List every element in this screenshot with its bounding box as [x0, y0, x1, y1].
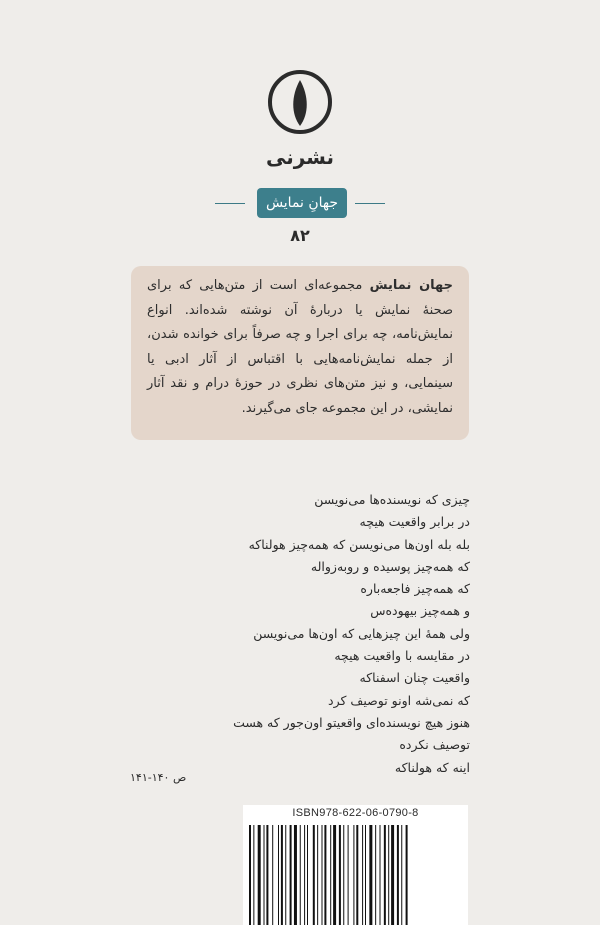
excerpt-line: که همه‌چیز پوسیده و روبه‌زواله [310, 558, 470, 574]
excerpt-line: هنوز هیچ نویسنده‌ای واقعیتو اون‌جور که هست [233, 714, 470, 730]
excerpt-line: اینه که هولناکه [394, 759, 470, 775]
excerpt-line: بله بله اون‌ها می‌نویسن که همه‌چیز هولناکه [248, 536, 470, 552]
description-body: مجموعه‌ای است از متن‌هایی که برای صحنهٔ نمایش یا دربارهٔ آن نوشته شده‌اند. انواع نمایش‌نامه، چه برای اجرا و چه صرفاً برای خوانده شدن، از جمله نمایش‌نامه‌هایی با اقتباس از آثار ادبی یا سینمایی، و نیز متن‌های نظری در حوزهٔ درام و نقد آثار نمایشی، در این مجموعه جای می‌گیرند. [147, 278, 453, 416]
excerpt-line: در مقایسه با واقعیت هیچه [334, 648, 470, 664]
excerpt-text [230, 489, 470, 779]
excerpt-line: توصیف نکرده [399, 737, 470, 753]
publisher-name: نشرنی [265, 145, 335, 169]
excerpt-line: در برابر واقعیت هیچه [359, 514, 470, 530]
excerpt-line: که نمی‌شه اونو توصیف کرد [328, 692, 470, 708]
publisher-logo-icon [265, 60, 335, 150]
series-description [131, 266, 469, 440]
excerpt-line: چیزی که نویسنده‌ها می‌نویسن [314, 492, 470, 507]
excerpt-line: واقعیت چنان اسفناکه [359, 670, 470, 686]
isbn-text: ISBN978-622-06-0790-8 [292, 807, 419, 819]
excerpt-line: ولی همهٔ این چیزهایی که اون‌ها می‌نویسن [253, 625, 470, 641]
excerpt-line: که همه‌چیز فاجعه‌باره [360, 581, 470, 597]
divider [215, 203, 245, 204]
series-number: ۸۲ [290, 226, 310, 245]
series-name: جهانِ نمایش [257, 188, 347, 218]
description-lead: جهان نمایش [369, 278, 453, 293]
series-label [215, 188, 385, 220]
barcode-area [243, 805, 468, 925]
divider [355, 203, 385, 204]
page-reference: ص ۱۴۰-۱۴۱ [130, 771, 187, 784]
excerpt-line: و همه‌چیز بیهوده‌س [370, 603, 470, 619]
barcode-icon [249, 825, 462, 925]
